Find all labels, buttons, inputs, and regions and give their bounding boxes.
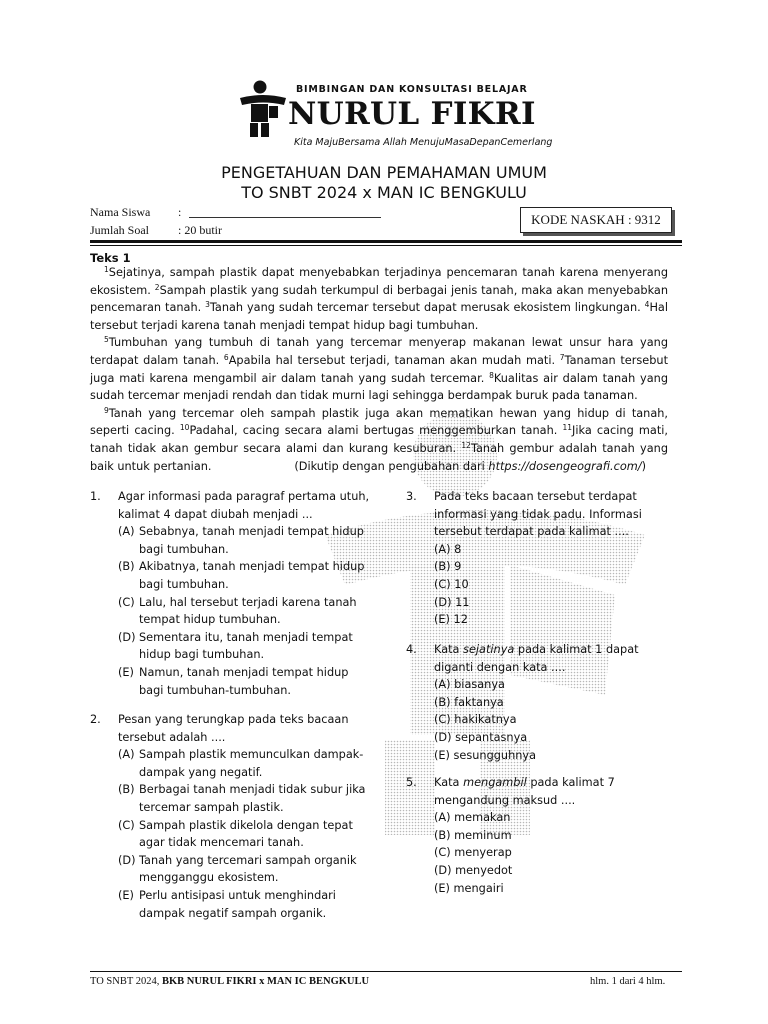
answer-option[interactable]: (A) biasanya (434, 678, 505, 692)
question-stem: Agar informasi pada paragraf pertama utuh, kalimat 4 dapat diubah menjadi ... (118, 490, 370, 521)
answer-option[interactable]: (D) Tanah yang tercemari sampah organik mengganggu ekosistem. (118, 853, 357, 885)
source-link[interactable]: https://dosengeografi.com/ (488, 460, 642, 473)
page-number: hlm. 1 dari 4 hlm. (590, 976, 666, 987)
kode-naskah-box: KODE NASKAH : 9312 (520, 207, 672, 233)
passage-label: Teks 1 (90, 251, 131, 265)
paragraph-1: $^1$Sejatinya, sampah plastik dapat menyebabkan terjadinya pencemaran tanah karena menyerang ekosistem. $^2$Sampah plastik yang sudah terkumpul di berbagai jenis tanah, maka akan menyebabkan pencemaran tanah. $^3$Tanah yang sudah tercemar tersebut dapat merusak ekosistem lingkungan. $^4$Hal tersebut terjadi karena tanah menjadi tempat hidup bagi tumbuhan. (90, 265, 668, 332)
answer-option[interactable]: (C) Sampah plastik dikelola dengan tepat agar tidak mencemari tanah. (118, 818, 353, 850)
exam-title-line2: TO SNBT 2024 x MAN IC BENGKULU (241, 183, 527, 202)
answer-option[interactable]: (C) menyerap (434, 846, 512, 860)
question-stem: Kata sejatinya pada kalimat 1 dapat diganti dengan kata .... (434, 643, 639, 674)
question-1: 1. Agar informasi pada paragraf pertama utuh, kalimat 4 dapat diubah menjadi ... (A) Sebabnya, tanah menjadi tempat hidup bagi tumbuhan. (B) Akibatnya, tanah menjadi tempat hidup bagi tumbuhan. (C) Lalu, hal tersebut terjadi karena tanah tempat hidup tumbuhan. (D) Sementara itu, tanah menjadi tempat hidup bagi tumbuhan. (E) Namun, tanah menjadi tempat hidup bagi tumbuhan-tumbuhan. (90, 488, 370, 699)
passage-text (90, 264, 668, 475)
footer-divider (90, 971, 682, 972)
answer-option[interactable]: (C) Lalu, hal tersebut terjadi karena tanah tempat hidup tumbuhan. (118, 595, 357, 627)
answer-option[interactable]: (C) hakikatnya (434, 713, 517, 727)
question-4: 4. Kata sejatinya pada kalimat 1 dapat diganti dengan kata .... (A) biasanya (B) faktanya (C) hakikatnya (D) sepantasnya (E) sesungguhnya (406, 641, 676, 764)
answer-option[interactable]: (A) Sampah plastik memunculkan dampak-dampak yang negatif. (118, 748, 364, 779)
exam-title-line1: PENGETAHUAN DAN PEMAHAMAN UMUM (221, 163, 547, 182)
answer-option[interactable]: (B) Akibatnya, tanah menjadi tempat hidup bagi tumbuhan. (118, 560, 365, 591)
paragraph-2: $^5$Tumbuhan yang tumbuh di tanah yang tercemar menyerap makanan lewat unsur hara yang terdapat dalam tanah. $^6$Apabila hal tersebut terjadi, tanaman akan mudah mati. $^7$Tanaman tersebut juga mati karena mengambil air dalam tanah yang sudah tercemar. $^8$Kualitas air dalam tanah yang sudah tercemar menjadi rendah dan tidak murni lagi sehingga berdampak buruk pada tanaman. (90, 335, 668, 403)
org-subtitle: BIMBINGAN DAN KONSULTASI BELAJAR (296, 84, 528, 95)
question-stem: Kata mengambil pada kalimat 7 mengandung maksud .... (434, 776, 615, 807)
student-info (90, 205, 381, 241)
answer-option[interactable]: (A) Sebabnya, tanah menjadi tempat hidup bagi tumbuhan. (118, 525, 364, 556)
paragraph-3: $^9$Tanah yang tercemar oleh sampah plastik juga akan mematikan hewan yang hidup di tanah, seperti cacing. $^{10}$Padahal, cacing secara alami bertugas menggemburkan tanah. $^{11}$Jika cacing mati, tanah tidak akan gembur secara alami dan kurang kesuburan. $^{12}$Tanah gembur adalah tanah yang baik untuk pertanian. (90, 405, 668, 473)
question-5: 5. Kata mengambil pada kalimat 7 mengandung maksud .... (A) memakan (B) meminum (C) menyerap (D) menyedot (E) mengairi (406, 774, 676, 897)
question-stem: Pada teks bacaan tersebut terdapat informasi yang tidak padu. Informasi tersebut terdapat pada kalimat .... (434, 490, 642, 539)
answer-option[interactable]: (D) 11 (434, 595, 470, 609)
question-2: 2. Pesan yang terungkap pada teks bacaan tersebut adalah .... (A) Sampah plastik memunculkan dampak-dampak yang negatif. (B) Berbagai tanah menjadi tidak subur jika tercemar sampah plastik. (C) Sampah plastik dikelola dengan tepat agar tidak mencemari tanah. (D) Tanah yang tercemari sampah organik mengganggu ekosistem. (E) Perlu antisipasi untuk menghindari dampak negatif sampah organik. (90, 711, 370, 922)
answer-option[interactable]: (B) 9 (434, 560, 462, 574)
question-3: 3. Pada teks bacaan tersebut terdapat informasi yang tidak padu. Informasi tersebut terdapat pada kalimat .... (A) 8 (B) 9 (C) 10 (D) 11 (E) 12 (406, 488, 676, 629)
answer-option[interactable]: (A) 8 (434, 542, 462, 556)
passage-source: (Dikutip dengan pengubahan dari https://dosengeografi.com/) (294, 460, 646, 473)
nama-colon: : (178, 205, 182, 219)
answer-option[interactable]: (A) memakan (434, 811, 511, 825)
nama-label: Nama Siswa (90, 205, 151, 219)
jumlah-value: : 20 butir (178, 223, 222, 237)
answer-option[interactable]: (B) faktanya (434, 695, 504, 709)
header-divider-thin (90, 245, 682, 246)
answer-option[interactable]: (E) Perlu antisipasi untuk menghindari dampak negatif sampah organik. (118, 888, 336, 920)
answer-option[interactable]: (E) Namun, tanah menjadi tempat hidup bagi tumbuhan-tumbuhan. (118, 665, 349, 697)
answer-option[interactable]: (B) Berbagai tanah menjadi tidak subur jika tercemar sampah plastik. (118, 783, 366, 814)
answer-option[interactable]: (D) Sementara itu, tanah menjadi tempat hidup bagi tumbuhan. (118, 630, 353, 662)
question-stem: Pesan yang terungkap pada teks bacaan tersebut adalah .... (118, 713, 349, 744)
answer-option[interactable]: (B) meminum (434, 828, 512, 842)
header-divider-thick (90, 240, 682, 243)
footer-title: TO SNBT 2024, BKB NURUL FIKRI x MAN IC BENGKULU (90, 976, 370, 987)
answer-option[interactable]: (E) 12 (434, 613, 468, 627)
answer-option[interactable]: (E) sesungguhnya (434, 748, 537, 762)
nama-field[interactable] (189, 205, 381, 218)
brand-name: NURUL FIKRI (288, 96, 536, 132)
jumlah-label: Jumlah Soal (90, 223, 149, 237)
answer-option[interactable]: (D) sepantasnya (434, 730, 528, 744)
tagline: Kita MajuBersama Allah MenujuMasaDepanCemerlang (294, 137, 553, 148)
answer-option[interactable]: (D) menyedot (434, 863, 513, 877)
answer-option[interactable]: (E) mengairi (434, 881, 504, 895)
answer-option[interactable]: (C) 10 (434, 577, 469, 591)
nurul-fikri-logo-icon (238, 80, 288, 138)
